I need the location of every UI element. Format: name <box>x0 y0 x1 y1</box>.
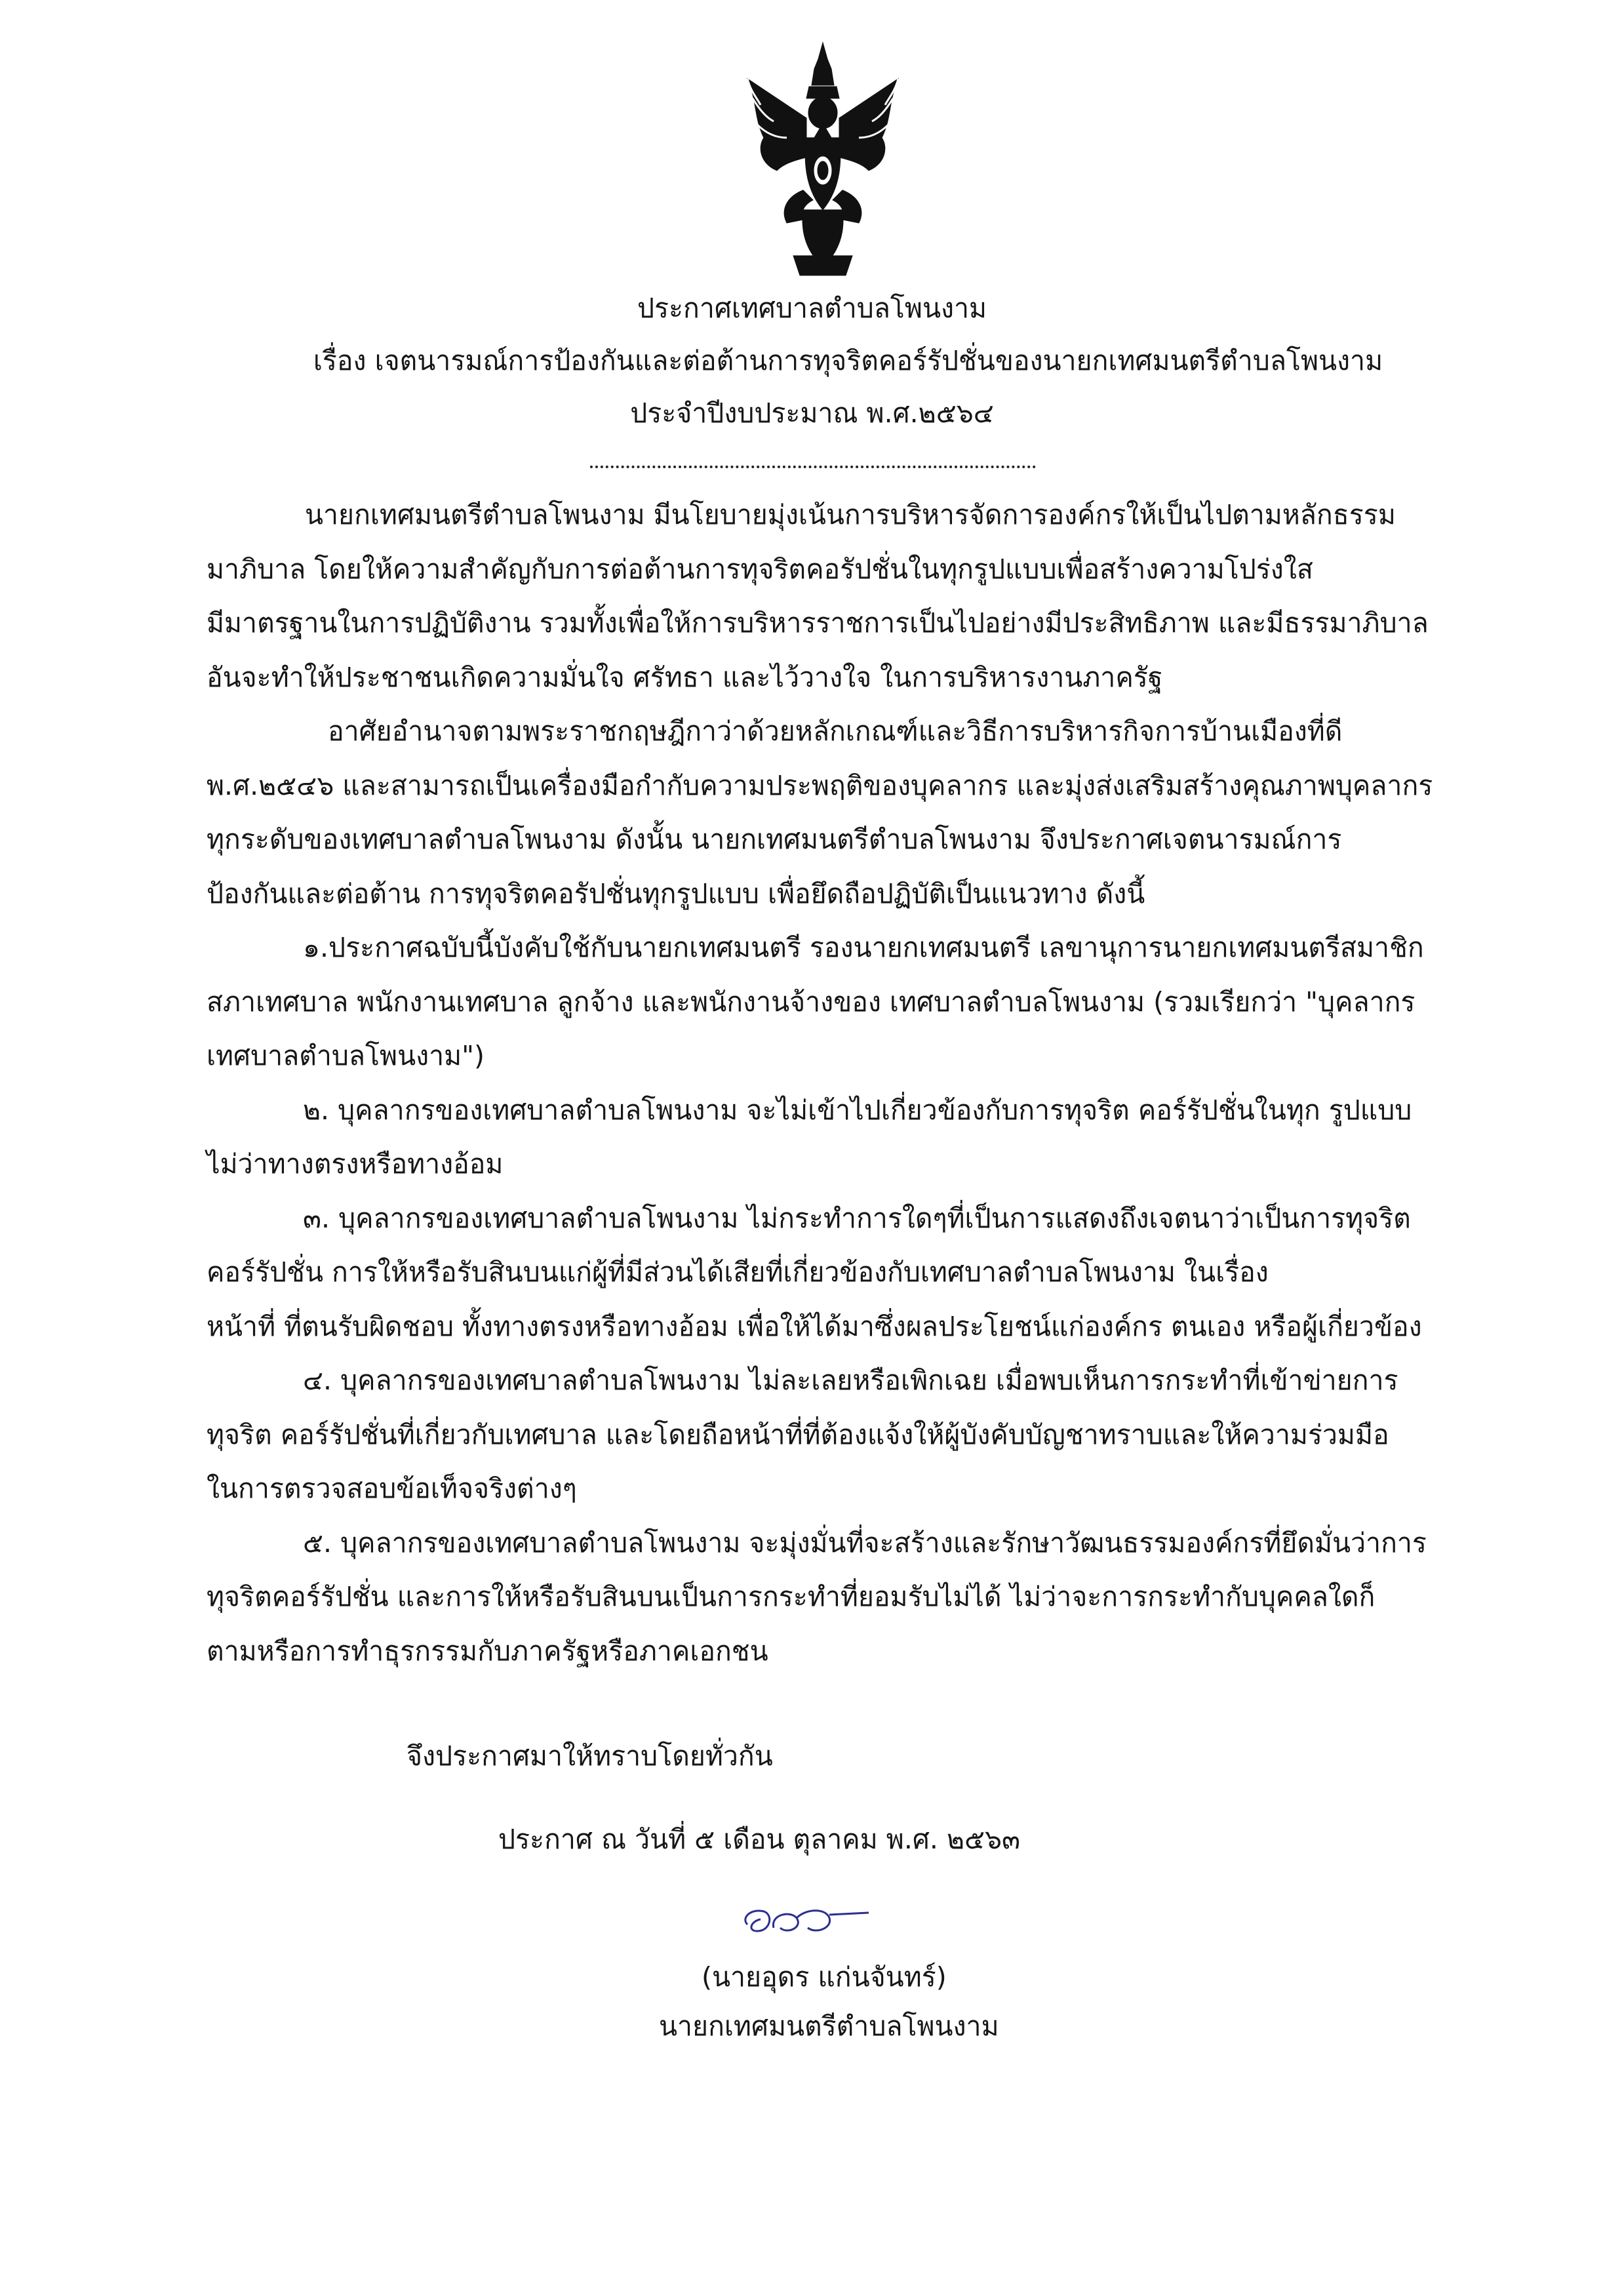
document-title: ประกาศเทศบาลตำบลโพนงาม <box>637 292 987 324</box>
basis-line: พ.ศ.๒๕๔๖ และสามารถเป็นเครื่องมือกำกับความประพฤติของบุคลากร และมุ่งส่งเสริมสร้างคุณภาพบุคลากร <box>207 770 1433 801</box>
item-1-line: เทศบาลตำบลโพนงาม") <box>207 1040 485 1071</box>
item-2-line: ไม่ว่าทางตรงหรือทางอ้อม <box>207 1148 504 1180</box>
signatory-position: นายกเทศมนตรีตำบลโพนงาม <box>659 2010 999 2042</box>
item-4-line: ทุจริต คอร์รัปชั่นที่เกี่ยวกับเทศบาล และโดยถือหน้าที่ที่ต้องแจ้งให้ผู้บังคับบัญชาทราบและให้ความร่วมมือ <box>207 1419 1389 1450</box>
dotted-divider <box>590 452 1036 468</box>
intro-line: นายกเทศมนตรีตำบลโพนงาม มีนโยบายมุ่งเน้นการบริหารจัดการองค์กรให้เป็นไปตามหลักธรรม <box>305 499 1396 530</box>
item-1-line: ๑.ประกาศฉบับนี้บังคับใช้กับนายกเทศมนตรี รองนายกเทศมนตรี เลขานุการนายกเทศมนตรีสมาชิก <box>303 932 1424 963</box>
closing-announce: จึงประกาศมาให้ทราบโดยทั่วกัน <box>406 1740 773 1772</box>
signature-mark <box>734 1898 879 1944</box>
intro-line: มาภิบาล โดยให้ความสำคัญกับการต่อต้านการทุจริตคอรัปชั่นในทุกรูปแบบเพื่อสร้างความโปร่งใส <box>207 553 1313 585</box>
fiscal-year: ประจำปีงบประมาณ พ.ศ.๒๕๖๔ <box>630 397 994 429</box>
item-2-line: ๒. บุคลากรของเทศบาลตำบลโพนงาม จะไม่เข้าไปเกี่ยวข้องกับการทุจริต คอร์รัปชั่นในทุก รูปแบบ <box>303 1094 1412 1126</box>
item-4-line: ในการตรวจสอบข้อเท็จจริงต่างๆ <box>207 1473 577 1504</box>
item-5-line: ๕. บุคลากรของเทศบาลตำบลโพนงาม จะมุ่งมั่นที่จะสร้างและรักษาวัฒนธรรมองค์กรที่ยึดมั่นว่าการ <box>303 1527 1427 1559</box>
document-subject: เรื่อง เจตนารมณ์การป้องกันและต่อต้านการทุจริตคอร์รัปชั่นของนายกเทศมนตรีตำบลโพนงาม <box>313 345 1383 376</box>
basis-line: อาศัยอำนาจตามพระราชกฤษฎีกาว่าด้วยหลักเกณฑ์และวิธีการบริหารกิจการบ้านเมืองที่ดี <box>328 715 1343 747</box>
item-4-line: ๔. บุคลากรของเทศบาลตำบลโพนงาม ไม่ละเลยหรือเพิกเฉย เมื่อพบเห็นการกระทำที่เข้าข่ายการ <box>303 1365 1398 1396</box>
item-1-line: สภาเทศบาล พนักงานเทศบาล ลูกจ้าง และพนักงานจ้างของ เทศบาลตำบลโพนงาม (รวมเรียกว่า "บุคลากร <box>207 986 1416 1018</box>
basis-line: ทุกระดับของเทศบาลตำบลโพนงาม ดังนั้น นายกเทศมนตรีตำบลโพนงาม จึงประกาศเจตนารมณ์การ <box>207 824 1342 855</box>
garuda-emblem-icon <box>741 39 905 282</box>
item-5-line: ตามหรือการทำธุรกรรมกับภาครัฐหรือภาคเอกชน <box>207 1635 768 1667</box>
item-5-line: ทุจริตคอร์รัปชั่น และการให้หรือรับสินบนเป็นการกระทำที่ยอมรับไม่ได้ ไม่ว่าจะการกระทำกับบุคคลใดก็ <box>207 1581 1376 1612</box>
item-3-line: ๓. บุคลากรของเทศบาลตำบลโพนงาม ไม่กระทำการใดๆที่เป็นการแสดงถึงเจตนาว่าเป็นการทุจริต <box>303 1203 1411 1234</box>
signatory-name: (นายอุดร แก่นจันทร์) <box>702 1961 947 1993</box>
intro-line: อันจะทำให้ประชาชนเกิดความมั่นใจ ศรัทธา และไว้วางใจ ในการบริหารงานภาครัฐ <box>207 662 1163 693</box>
intro-line: มีมาตรฐานในการปฏิบัติงาน รวมทั้งเพื่อให้การบริหารราชการเป็นไปอย่างมีประสิทธิภาพ และมีธรรมาภิบาล <box>207 607 1429 639</box>
basis-line: ป้องกันและต่อต้าน การทุจริตคอรัปชั่นทุกรูปแบบ เพื่อยึดถือปฏิบัติเป็นแนวทาง ดังนี้ <box>207 878 1145 909</box>
item-3-line: หน้าที่ ที่ตนรับผิดชอบ ทั้งทางตรงหรือทางอ้อม เพื่อให้ได้มาซึ่งผลประโยชน์แก่องค์กร ตนเอง หรือผู้เกี่ยวข้อง <box>207 1311 1422 1342</box>
item-3-line: คอร์รัปชั่น การให้หรือรับสินบนแก่ผู้ที่มีส่วนได้เสียที่เกี่ยวข้องกับเทศบาลตำบลโพนงาม ในเรื่อง <box>207 1256 1269 1288</box>
announce-date: ประกาศ ณ วันที่ ๕ เดือน ตุลาคม พ.ศ. ๒๕๖๓ <box>498 1824 1021 1855</box>
